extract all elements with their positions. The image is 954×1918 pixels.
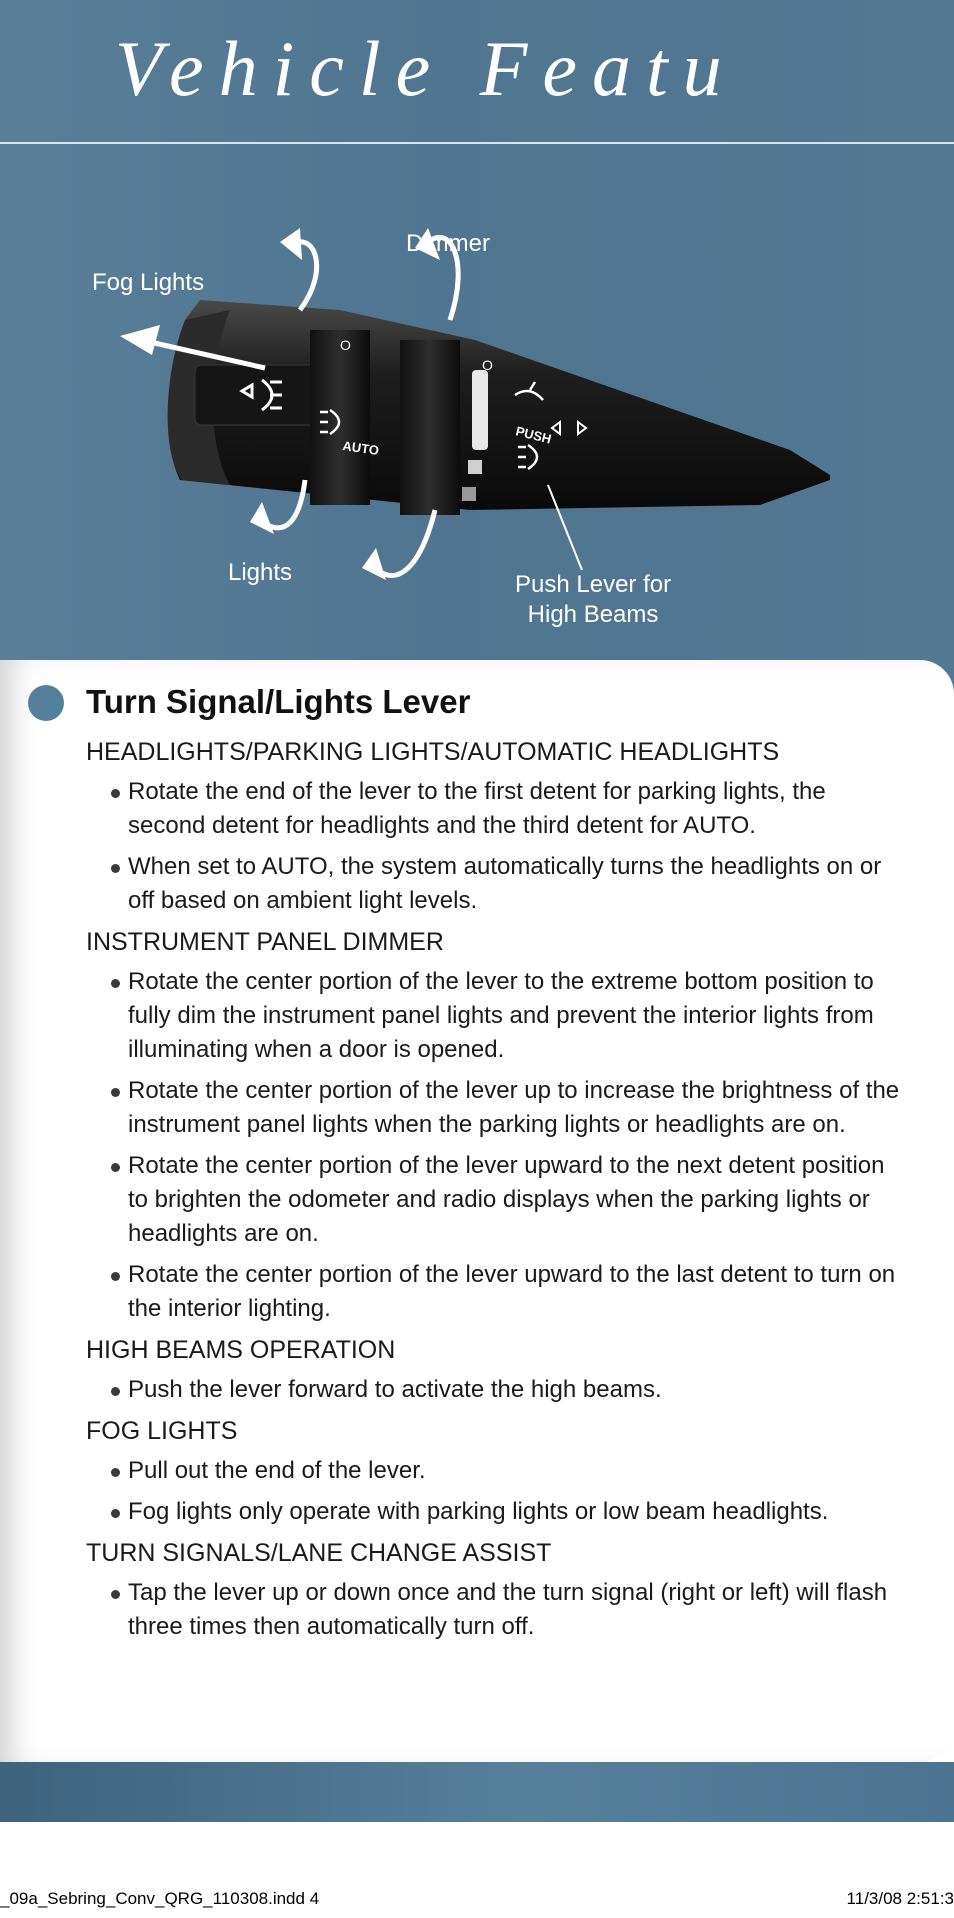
- off-marking: O: [482, 357, 493, 373]
- headlight-ring: [310, 330, 370, 505]
- lights-rotate-up-arrowhead-icon: [280, 228, 302, 260]
- list-item: [86, 1258, 906, 1326]
- off-marking: O: [340, 337, 351, 353]
- list-item-text: Pull out the end of the lever.: [128, 1457, 426, 1484]
- group-headlights: [86, 735, 906, 918]
- bullet-dot-icon: [111, 1468, 120, 1477]
- bullet-dot-icon: [111, 1163, 120, 1172]
- section-content: [86, 735, 906, 1651]
- bullet-list: [86, 1576, 906, 1644]
- bullet-dot-icon: [111, 1387, 120, 1396]
- fog-light-button: [195, 365, 315, 425]
- dimmer-ring: [400, 340, 460, 515]
- bullet-list: [86, 965, 906, 1326]
- group-dimmer: [86, 925, 906, 1326]
- lever-diagram: [0, 150, 954, 670]
- bullet-list: [86, 775, 906, 918]
- list-item: [86, 850, 906, 918]
- bullet-dot-icon: [111, 979, 120, 988]
- group-heading: FOG LIGHTS: [86, 1417, 238, 1445]
- page-title: Vehicle Featu: [115, 25, 737, 112]
- list-item: [86, 1454, 906, 1488]
- print-slug-filename: _09a_Sebring_Conv_QRG_110308.indd 4: [0, 1889, 320, 1908]
- group-heading: HIGH BEAMS OPERATION: [86, 1336, 396, 1364]
- list-item-text: Rotate the center portion of the lever to the extreme bottom position to fully dim the instrument panel lights and prevent the interior lights from illuminating when a door is opened.: [128, 968, 874, 1063]
- list-item-text: Rotate the center portion of the lever upward to the next detent position to brighten the odometer and radio displays when the parking lights or headlights are on.: [128, 1152, 885, 1247]
- bullet-list: [86, 1373, 906, 1407]
- auto-marking: AUTO: [341, 438, 380, 459]
- list-item: [86, 1495, 906, 1529]
- bullet-dot-icon: [111, 1590, 120, 1599]
- group-heading: TURN SIGNALS/LANE CHANGE ASSIST: [86, 1539, 552, 1567]
- group-fog-lights: [86, 1414, 906, 1529]
- print-slug-date: 11/3/08 2:51:3: [846, 1889, 954, 1908]
- list-item-text: Rotate the center portion of the lever upward to the last detent to turn on the interior lighting.: [128, 1261, 896, 1322]
- header-banner: [0, 0, 954, 700]
- bullet-dot-icon: [111, 1088, 120, 1097]
- dimmer-rotate-down-arrowhead-icon: [362, 548, 386, 580]
- list-item: [86, 1074, 906, 1142]
- fog-lights-label: Fog Lights: [92, 269, 205, 296]
- group-turn-signals: [86, 1536, 906, 1644]
- lights-label: Lights: [228, 559, 293, 586]
- group-high-beams: [86, 1333, 906, 1407]
- push-lever-label: [515, 570, 671, 630]
- group-heading: HEADLIGHTS/PARKING LIGHTS/AUTOMATIC HEADLIGHTS: [86, 738, 780, 766]
- dimmer-detent-mark: [468, 460, 482, 474]
- list-item-text: Rotate the end of the lever to the first detent for parking lights, the second detent for headlights and the third detent for AUTO.: [128, 778, 826, 839]
- list-item: [86, 1576, 906, 1644]
- group-heading: INSTRUMENT PANEL DIMMER: [86, 928, 444, 956]
- section-bullet-icon: [28, 685, 64, 721]
- dimmer-label: Dimmer: [406, 230, 490, 257]
- list-item: [86, 1373, 906, 1407]
- section-title: Turn Signal/Lights Lever: [86, 683, 471, 720]
- bullet-dot-icon: [111, 1509, 120, 1518]
- bullet-dot-icon: [111, 864, 120, 873]
- lights-rotate-down-arrowhead-icon: [250, 502, 274, 534]
- list-item-text: When set to AUTO, the system automatically turns the headlights on or off based on ambient light levels.: [128, 853, 882, 914]
- list-item-text: Fog lights only operate with parking lights or low beam headlights.: [128, 1498, 829, 1525]
- bullet-dot-icon: [111, 789, 120, 798]
- push-marking: PUSH: [514, 423, 553, 447]
- bullet-list: [86, 1454, 906, 1529]
- footer-band: [0, 1762, 954, 1822]
- list-item-text: Rotate the center portion of the lever up to increase the brightness of the instrument panel lights when the parking lights or headlights are on.: [128, 1077, 900, 1138]
- title-rule: [0, 142, 954, 144]
- list-item-text: Push the lever forward to activate the high beams.: [128, 1376, 662, 1403]
- list-item: [86, 965, 906, 1067]
- list-item: [86, 1149, 906, 1251]
- dimmer-detent-mark: [462, 487, 476, 501]
- fog-pull-arrowhead-icon: [120, 325, 160, 355]
- list-item-text: Tap the lever up or down once and the turn signal (right or left) will flash three times then automatically turn off.: [128, 1579, 888, 1640]
- bullet-dot-icon: [111, 1272, 120, 1281]
- list-item: [86, 775, 906, 843]
- dimmer-indicator: [472, 370, 488, 450]
- push-lever-label-line-2: High Beams: [527, 601, 659, 628]
- push-lever-label-line-1: Push Lever for: [515, 571, 672, 598]
